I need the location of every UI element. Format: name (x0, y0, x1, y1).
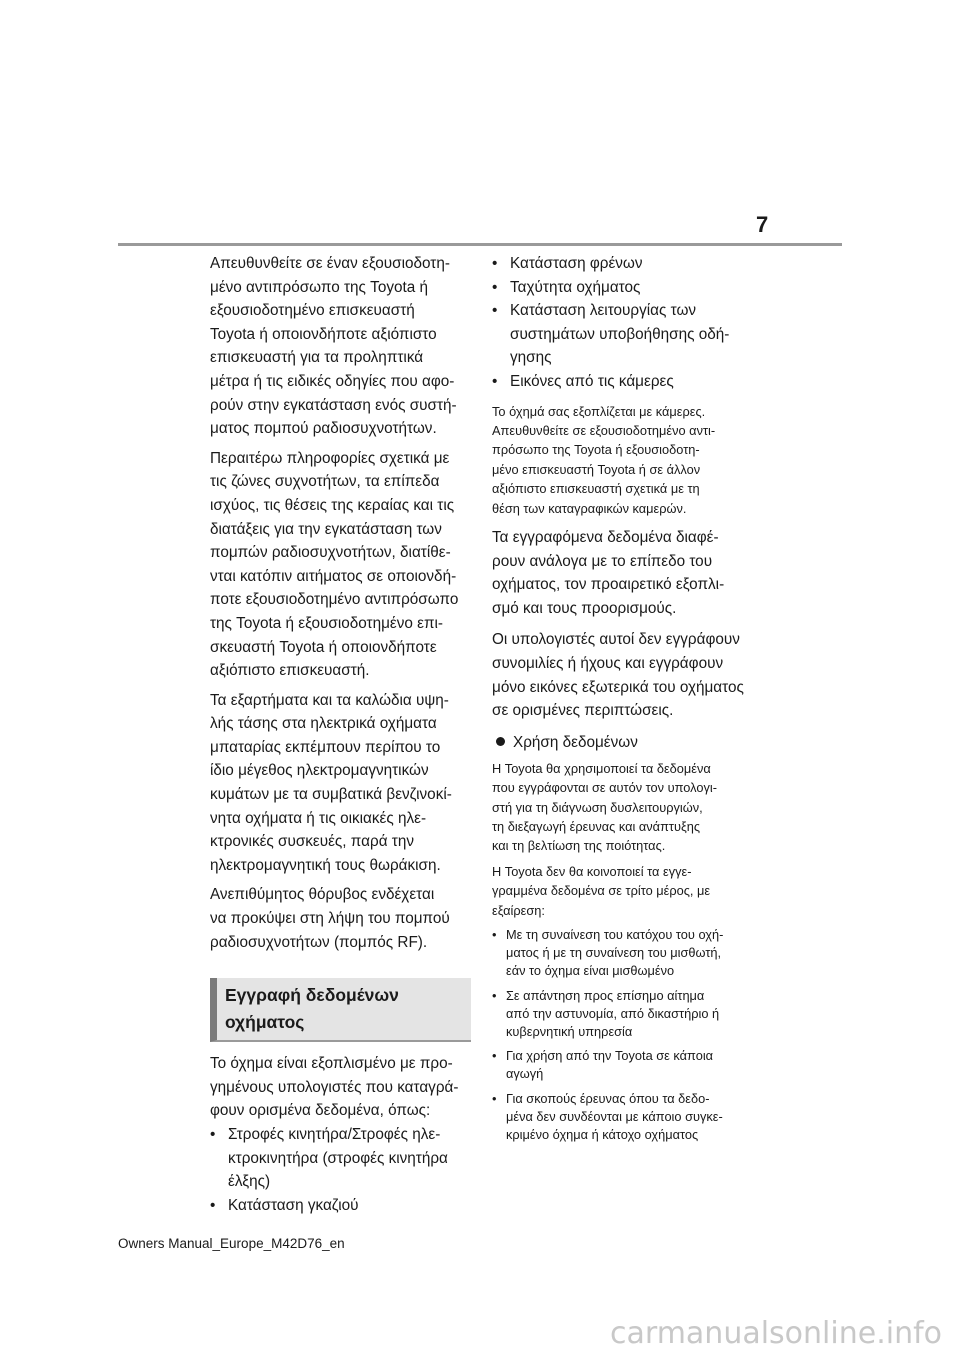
usage-paragraph-1: Η Toyota θα χρησιμοποιεί τα δεδομένα που εγγράφονται σε αυτόν τον υπολογι- στή για τη διάγνωση δυσλειτουργιών, τη διεξαγωγή έρευνας και ανάπτυξης και τη βελτίωση της ποιότητας. (492, 760, 717, 854)
list-item-brake: • Κατάσταση φρένων (492, 255, 643, 272)
exception-item-official-request: • Σε απάντηση προς επίσημο αίτημα από την αστυνομία, από δικαστήριο ή κυβερνητική υπηρεσία (492, 987, 720, 1040)
exception-item-consent: • Με τη συναίνεση του κατόχου του οχή- ματος ή με τη συναίνεση του μισθωτή, εάν το όχημα είναι μισθωμένο (492, 927, 724, 979)
header-rule (118, 243, 842, 246)
bullet-dot-icon (496, 737, 505, 746)
intro-paragraph: Απευθυνθείτε σε έναν εξουσιοδοτη- μένο αντιπρόσωπο της Toyota ή εξουσιοδοτημένο επισκευαστή Toyota ή οποιονδήποτε αξιόπιστο επισκευαστή για τα προληπτικά μέτρα ή τις ειδικές οδηγίες που αφο- ρούν στην εγκατάσταση ενός συστή- ματος πομπού ραδιοσυχνοτήτων. (210, 255, 457, 438)
ev-emission-paragraph: Τα εξαρτήματα και τα καλώδια υψη- λής τάσης στα ηλεκτρικά οχήματα μπαταρίας εκπέμπουν περίπου το ίδιο μέγεθος ηλεκτρομαγνητικών κυμάτων με τα συμβατικά βενζινοκί- νητα οχήματα ή τις οικιακές ηλε- κτρονικές συσκευές, παρά την ηλεκτρομαγνητική τους θωράκιση. (210, 691, 452, 874)
left-column (210, 252, 472, 1217)
no-audio-paragraph: Οι υπολογιστές αυτοί δεν εγγράφουν συνομιλίες ή ήχους και εγγράφουν μόνο εικόνες εξωτερικά του οχήματος σε ορισμένες περιπτώσεις. (492, 631, 744, 720)
subheading-label: Χρήση δεδομένων (513, 733, 638, 751)
footer-document-id: Owners Manual_Europe_M42D76_en (118, 1236, 345, 1251)
recording-intro-paragraph: Το όχημα είναι εξοπλισμένο με προ- γημένους υπολογιστές που καταγρά- φουν ορισμένα δεδομένα, όπως: (210, 1055, 459, 1120)
list-item-camera-images: • Εικόνες από τις κάμερες (492, 372, 674, 390)
page-number: 7 (756, 212, 769, 237)
right-column (492, 252, 762, 1150)
frequency-info-paragraph: Περαιτέρω πληροφορίες σχετικά με τις ζώνες συχνοτήτων, τα επίπεδα ισχύος, τις θέσεις της κεραίας και τις διατάξεις για την εγκατάσταση των πομπών ραδιοσυχνοτήτων, διατίθε- νται κατόπιν αιτήματος σε οποιονδή- ποτε εξουσιοδοτημένο αντιπρόσωπο της Toyota ή εξουσιοδοτημένο επι- σκευαστή Toyota ή οποιονδήποτε αξιόπιστο επισκευαστή. (210, 449, 459, 680)
usage-paragraph-2: Η Toyota δεν θα κοινοποιεί τα εγγε- γραμμένα δεδομένα σε τρίτο μέρος, με εξαίρεση: (492, 863, 711, 918)
camera-note: Το όχημά σας εξοπλίζεται με κάμερες. Απευθυνθείτε σε εξουσιοδοτημένο αντι- πρόσωπο της Toyota ή εξουσιοδοτη- μένο επισκευαστή Toyota ή σε άλλον αξιόπιστο επισκευαστή σχετικά με τη θέση των καταγραφικών καμερών. (492, 403, 716, 516)
exception-item-research: • Για σκοπούς έρευνας όπου τα δεδο- μένα δεν συνδέονται με κάποιο συγκε- κριμένο όχημα ή κάτοχο οχήματος (492, 1090, 723, 1143)
list-item-driver-assist: • Κατάσταση λειτουργίας των συστημάτων υποβοήθησης οδή- γησης (492, 302, 730, 367)
list-item-engine-speed: • Στροφές κινητήρα/Στροφές ηλε- κτροκινητήρα (στροφές κινητήρα έλξης) (210, 1126, 448, 1191)
subheading-data-usage (492, 731, 762, 755)
watermark: carmanualsonline.info (610, 1316, 942, 1351)
section-heading-vehicle-data-recording (210, 978, 471, 1042)
section-heading-line-1: Εγγραφή δεδομένων (225, 985, 399, 1006)
exception-item-litigation: • Για χρήση από την Toyota σε κάποια αγωγή (492, 1048, 714, 1082)
list-item-throttle: • Κατάσταση γκαζιού (210, 1196, 359, 1214)
list-item-vehicle-speed: • Ταχύτητα οχήματος (492, 278, 641, 296)
section-heading-line-2: οχήματος (225, 1012, 305, 1033)
noise-paragraph: Ανεπιθύμητος θόρυβος ενδέχεται να προκύψει στη λήψη του πομπού ραδιοσυχνοτήτων (πομπός RF). (210, 886, 450, 951)
data-varies-paragraph: Τα εγγραφόμενα δεδομένα διαφέ- ρουν ανάλογα με το επίπεδο του οχήματος, τον προαιρετικό εξοπλι- σμό και τους προορισμούς. (492, 529, 725, 617)
